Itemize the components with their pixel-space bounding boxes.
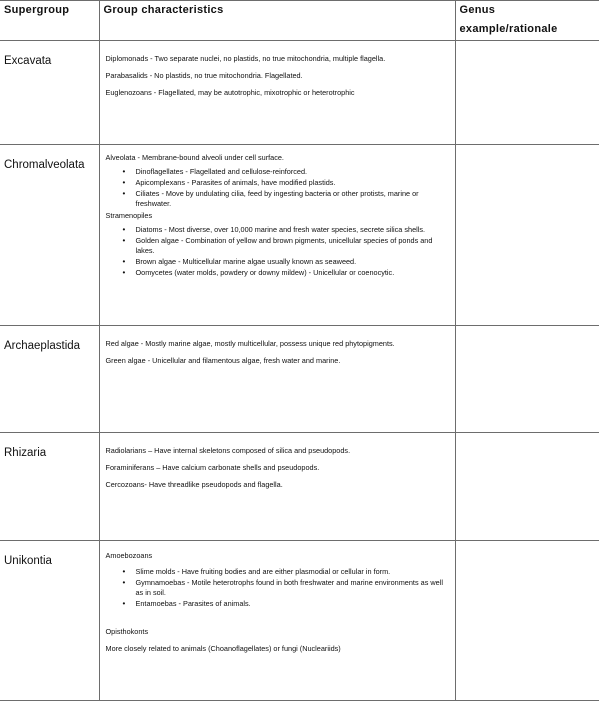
genus-cell[interactable] [455,145,599,326]
supergroup-cell [0,145,99,326]
characteristic-line: Diplomonads - Two separate nuclei, no plastids, no true mitochondria, multiple flagella. [105,54,386,63]
group-label: Opisthokonts [105,627,149,636]
characteristic-line: Parabasalids - No plastids, no true mitochondria. Flagellated. [105,71,303,80]
group-label: Amoebozoans [105,551,153,560]
characteristics-cell [99,145,455,326]
characteristics-cell [99,433,455,541]
characteristics-cell [99,41,455,145]
characteristic-line: Euglenozoans - Flagellated, may be autotrophic, mixotrophic or heterotrophic [105,88,355,97]
characteristic-line: Radiolarians – Have internal skeletons composed of silica and pseudopods. [105,446,351,455]
list-item: • Oomycetes (water molds, powdery or downy mildew) - Unicellular or coenocytic. [136,268,449,278]
table-row-unikontia [0,541,599,701]
list-item: • Gymnamoebas - Motile heterotrophs found in both freshwater and marine environments as well as in soil. [136,578,449,598]
characteristic-line: Red algae - Mostly marine algae, mostly multicellular, possess unique red phytopigments. [105,339,395,348]
supergroup-cell [0,326,99,433]
header-supergroup-text: Supergroup [4,4,70,16]
list-item: • Ciliates - Move by undulating cilia, feed by ingesting bacteria or other protists, marine or freshwater. [136,189,449,209]
genus-cell[interactable] [455,433,599,541]
list-item: • Dinoflagellates - Flagellated and cellulose-reinforced. [136,167,449,177]
genus-cell[interactable] [455,541,599,701]
supergroup-cell [0,541,99,701]
group-label: Stramenopiles [105,211,153,220]
supergroup-cell [0,41,99,145]
supergroup-name: Chromalveolata [4,159,85,171]
table-row-rhizaria [0,433,599,541]
stramenopiles-list [106,225,449,278]
table-row-archaeplastida [0,326,599,433]
alveolata-list [106,167,449,209]
characteristics-cell [99,326,455,433]
supergroup-name: Excavata [4,55,52,67]
characteristic-line: Cercozoans- Have threadlike pseudopods and flagella. [105,480,283,489]
supergroup-name: Unikontia [4,555,52,567]
list-item: • Slime molds - Have fruiting bodies and are either plasmodial or cellular in form. [136,567,449,577]
supergroup-name: Rhizaria [4,447,47,459]
list-item: • Entamoebas - Parasites of animals. [136,599,449,609]
characteristics-cell [99,541,455,701]
genus-cell[interactable] [455,326,599,433]
header-genus [455,1,599,41]
header-row [0,1,599,41]
characteristic-line: Green algae - Unicellular and filamentous algae, fresh water and marine. [105,356,341,365]
list-item: • Diatoms - Most diverse, over 10,000 marine and fresh water species, secrete silica shells. [136,225,449,235]
header-characteristics-text: Group characteristics [103,4,224,16]
header-characteristics [99,1,455,41]
header-genus-line2: example/rationale [459,23,558,35]
table-row-chromalveolata [0,145,599,326]
characteristic-line: More closely related to animals (Choanoflagellates) or fungi (Nucleariids) [105,644,341,653]
genus-cell[interactable] [455,41,599,145]
list-item: • Apicomplexans - Parasites of animals, have modified plastids. [136,178,449,188]
supergroup-cell [0,433,99,541]
list-item: • Brown algae - Multicellular marine algae usually known as seaweed. [136,257,449,267]
header-genus-line1: Genus [459,4,496,16]
table-row-excavata [0,41,599,145]
supergroup-name: Archaeplastida [4,340,81,352]
characteristic-line: Foraminiferans – Have calcium carbonate shells and pseudopods. [105,463,320,472]
header-supergroup [0,1,99,41]
group-intro: Alveolata - Membrane-bound alveoli under cell surface. [105,153,284,162]
amoebozoans-list [106,567,449,609]
list-item: • Golden algae - Combination of yellow and brown pigments, unicellular species of ponds and lakes. [136,236,449,256]
